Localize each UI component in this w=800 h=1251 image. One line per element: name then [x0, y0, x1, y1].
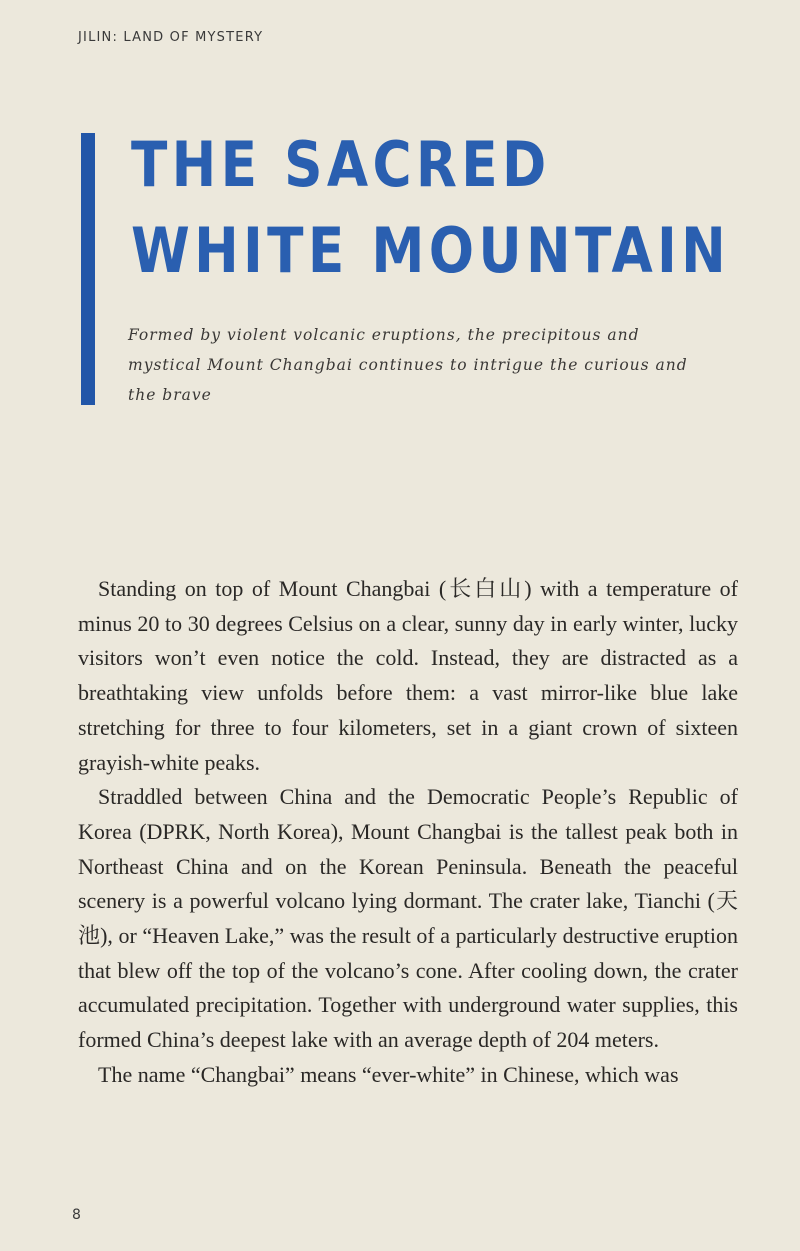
accent-bar: [81, 133, 95, 405]
chapter-title-line-1: THE SACRED: [131, 128, 551, 201]
page-number: 8: [72, 1207, 81, 1223]
body-paragraph-1: Standing on top of Mount Changbai (长白山) with a temperature of minus 20 to 30 degrees Celsius on a clear, sunny day in early winter, lucky visitors won’t even notice the cold. Instead, they are distracted as a breathtaking view unfolds before them: a vast mirror-like blue lake stretching for three to four kilometers, set in a giant crown of sixteen grayish-white peaks.: [78, 576, 738, 775]
body-paragraph-3: The name “Changbai” means “ever-white” in Chinese, which was: [98, 1061, 679, 1087]
chapter-title-line-2: WHITE MOUNTAIN: [131, 214, 731, 287]
chapter-subtitle: Formed by violent volcanic eruptions, the precipitous and mystical Mount Changbai continues to intrigue the curious and the brave: [128, 326, 688, 404]
body-text: [78, 572, 738, 1093]
body-paragraph-2: Straddled between China and the Democratic People’s Republic of Korea (DPRK, North Korea), Mount Changbai is the tallest peak both in Northeast China and on the Korean Peninsula. Beneath the peaceful scenery is a powerful volcano lying dormant. The crater lake, Tianchi (天池), or “Heaven Lake,” was the result of a particularly destructive eruption that blew off the top of the volcano’s cone. After cooling down, the crater accumulated precipitation. Together with underground water supplies, this formed China’s deepest lake with an average depth of 204 meters.: [78, 784, 738, 1053]
running-head: JILIN: LAND OF MYSTERY: [78, 30, 264, 45]
chapter-title: [131, 122, 730, 294]
